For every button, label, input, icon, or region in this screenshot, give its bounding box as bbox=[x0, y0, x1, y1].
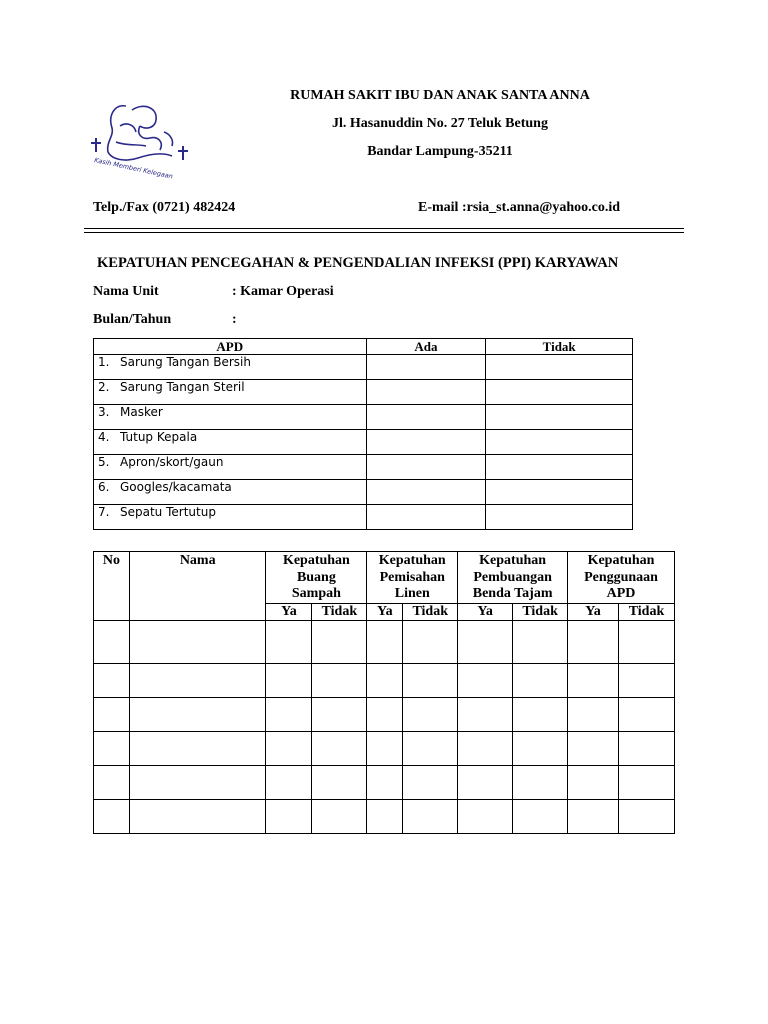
phone-fax: Telp./Fax (0721) 482424 bbox=[93, 200, 236, 215]
apd-item bbox=[94, 505, 367, 530]
no-cell[interactable] bbox=[94, 621, 130, 664]
apd-item-label: Apron/skort/gaun bbox=[120, 455, 224, 469]
group-header-line: Kepatuhan bbox=[282, 553, 350, 568]
no-col-header: No bbox=[94, 552, 130, 621]
no-cell[interactable] bbox=[94, 664, 130, 698]
group-header-line: Kepatuhan bbox=[378, 553, 446, 568]
tidak-cell[interactable] bbox=[312, 664, 367, 698]
ada-cell[interactable] bbox=[366, 380, 486, 405]
unit-label: Nama Unit bbox=[93, 284, 159, 299]
compliance-row bbox=[94, 800, 675, 834]
period-label: Bulan/Tahun bbox=[93, 312, 172, 327]
tidak-cell[interactable] bbox=[486, 405, 633, 430]
ya-header: Ya bbox=[367, 604, 403, 621]
apd-item bbox=[94, 455, 367, 480]
apd-item-number: 6. bbox=[98, 480, 110, 494]
group-header-line: Kepatuhan bbox=[479, 553, 547, 568]
tidak-cell[interactable] bbox=[618, 621, 674, 664]
hospital-logo bbox=[86, 96, 196, 180]
apd-item bbox=[94, 355, 367, 380]
tidak-cell[interactable] bbox=[403, 732, 458, 766]
apd-item bbox=[94, 405, 367, 430]
compliance-row bbox=[94, 766, 675, 800]
ya-cell[interactable] bbox=[266, 732, 312, 766]
ya-cell[interactable] bbox=[568, 621, 619, 664]
ya-cell[interactable] bbox=[458, 621, 513, 664]
apd-item-label: Sarung Tangan Bersih bbox=[120, 355, 251, 369]
apd-item-label: Masker bbox=[120, 405, 163, 419]
apd-table bbox=[93, 338, 633, 530]
ya-cell[interactable] bbox=[367, 766, 403, 800]
apd-item bbox=[94, 430, 367, 455]
group-header-line: APD bbox=[606, 586, 636, 601]
ya-cell[interactable] bbox=[367, 621, 403, 664]
group-header-line: Buang bbox=[296, 569, 336, 585]
group-header-line: Pembuangan bbox=[473, 569, 552, 585]
group-header-line: Linen bbox=[394, 586, 430, 601]
hospital-address: Jl. Hasanuddin No. 27 Teluk Betung bbox=[332, 116, 548, 131]
apd-item-label: Googles/kacamata bbox=[120, 480, 232, 494]
apd-col-header: APD bbox=[94, 339, 367, 355]
ada-cell[interactable] bbox=[366, 355, 486, 380]
tidak-cell[interactable] bbox=[618, 800, 674, 834]
apd-item-number: 3. bbox=[98, 405, 110, 419]
tidak-cell[interactable] bbox=[618, 732, 674, 766]
ya-cell[interactable] bbox=[266, 766, 312, 800]
email: E-mail :rsia_st.anna@yahoo.co.id bbox=[418, 200, 621, 215]
apd-item-number: 2. bbox=[98, 380, 110, 394]
group-header-pemisahan-linen bbox=[367, 552, 458, 604]
ya-cell[interactable] bbox=[568, 698, 619, 732]
tidak-cell[interactable] bbox=[312, 800, 367, 834]
tidak-cell[interactable] bbox=[486, 355, 633, 380]
tidak-header: Tidak bbox=[403, 604, 458, 621]
group-header-line: Kepatuhan bbox=[587, 553, 655, 568]
apd-row bbox=[94, 455, 633, 480]
logo-motto: Kasih Memberi Kelegaan bbox=[93, 156, 174, 180]
tidak-header: Tidak bbox=[312, 604, 367, 621]
unit-value: : Kamar Operasi bbox=[232, 284, 334, 299]
apd-row bbox=[94, 405, 633, 430]
group-header-buang-sampah bbox=[266, 552, 367, 604]
no-cell[interactable] bbox=[94, 800, 130, 834]
tidak-header: Tidak bbox=[513, 604, 568, 621]
tidak-cell[interactable] bbox=[403, 800, 458, 834]
apd-item-number: 7. bbox=[98, 505, 110, 519]
tidak-cell[interactable] bbox=[513, 766, 568, 800]
apd-item-label: Sepatu Tertutup bbox=[120, 505, 216, 519]
tidak-cell[interactable] bbox=[513, 698, 568, 732]
tidak-cell[interactable] bbox=[403, 698, 458, 732]
compliance-row bbox=[94, 698, 675, 732]
tidak-cell[interactable] bbox=[513, 664, 568, 698]
tidak-cell[interactable] bbox=[312, 698, 367, 732]
tidak-cell[interactable] bbox=[486, 430, 633, 455]
ya-cell[interactable] bbox=[568, 732, 619, 766]
tidak-cell[interactable] bbox=[486, 380, 633, 405]
tidak-cell[interactable] bbox=[312, 732, 367, 766]
nama-cell[interactable] bbox=[129, 732, 266, 766]
apd-item bbox=[94, 480, 367, 505]
tidak-cell[interactable] bbox=[513, 732, 568, 766]
no-cell[interactable] bbox=[94, 698, 130, 732]
ya-cell[interactable] bbox=[458, 800, 513, 834]
form-title: KEPATUHAN PENCEGAHAN & PENGENDALIAN INFEKSI (PPI) KARYAWAN bbox=[97, 255, 619, 271]
tidak-cell[interactable] bbox=[312, 621, 367, 664]
group-header-line: Penggunaan bbox=[584, 569, 658, 585]
group-header-penggunaan-apd bbox=[568, 552, 675, 604]
ya-cell[interactable] bbox=[458, 732, 513, 766]
compliance-table bbox=[93, 551, 675, 834]
ya-cell[interactable] bbox=[568, 664, 619, 698]
compliance-header-row bbox=[94, 552, 675, 604]
tidak-cell[interactable] bbox=[403, 766, 458, 800]
tidak-cell[interactable] bbox=[486, 505, 633, 530]
tidak-cell[interactable] bbox=[486, 480, 633, 505]
ya-cell[interactable] bbox=[266, 664, 312, 698]
ada-cell[interactable] bbox=[366, 405, 486, 430]
group-header-line: Sampah bbox=[291, 586, 341, 601]
header-divider-top bbox=[84, 228, 684, 229]
header-divider-bottom bbox=[84, 232, 684, 233]
apd-row bbox=[94, 380, 633, 405]
group-header-line: Benda Tajam bbox=[472, 586, 553, 601]
nama-cell[interactable] bbox=[129, 698, 266, 732]
ya-cell[interactable] bbox=[266, 698, 312, 732]
compliance-row bbox=[94, 621, 675, 664]
tidak-cell[interactable] bbox=[486, 455, 633, 480]
tidak-cell[interactable] bbox=[513, 800, 568, 834]
ada-col-header: Ada bbox=[366, 339, 486, 355]
ada-cell[interactable] bbox=[366, 430, 486, 455]
group-header-benda-tajam bbox=[458, 552, 568, 604]
nama-col-header: Nama bbox=[129, 552, 266, 621]
apd-row bbox=[94, 480, 633, 505]
apd-item-label: Tutup Kepala bbox=[120, 430, 198, 444]
tidak-cell[interactable] bbox=[618, 698, 674, 732]
tidak-cell[interactable] bbox=[312, 766, 367, 800]
tidak-header: Tidak bbox=[618, 604, 674, 621]
ya-cell[interactable] bbox=[367, 698, 403, 732]
apd-row bbox=[94, 355, 633, 380]
ya-cell[interactable] bbox=[458, 698, 513, 732]
ya-cell[interactable] bbox=[458, 664, 513, 698]
compliance-row bbox=[94, 664, 675, 698]
nama-cell[interactable] bbox=[129, 621, 266, 664]
ada-cell[interactable] bbox=[366, 505, 486, 530]
tidak-cell[interactable] bbox=[403, 664, 458, 698]
no-cell[interactable] bbox=[94, 766, 130, 800]
apd-header-row bbox=[94, 339, 633, 355]
apd-item-number: 5. bbox=[98, 455, 110, 469]
tidak-cell[interactable] bbox=[618, 766, 674, 800]
ya-cell[interactable] bbox=[367, 800, 403, 834]
tidak-cell[interactable] bbox=[403, 621, 458, 664]
group-header-line: Pemisahan bbox=[379, 569, 445, 585]
no-cell[interactable] bbox=[94, 732, 130, 766]
ya-cell[interactable] bbox=[367, 664, 403, 698]
apd-item-number: 1. bbox=[98, 355, 110, 369]
ya-header: Ya bbox=[458, 604, 513, 621]
nama-cell[interactable] bbox=[129, 766, 266, 800]
apd-item-number: 4. bbox=[98, 430, 110, 444]
ya-cell[interactable] bbox=[568, 766, 619, 800]
hospital-name: RUMAH SAKIT IBU DAN ANAK SANTA ANNA bbox=[290, 88, 590, 103]
nama-cell[interactable] bbox=[129, 664, 266, 698]
compliance-row bbox=[94, 732, 675, 766]
tidak-cell[interactable] bbox=[513, 621, 568, 664]
ya-cell[interactable] bbox=[266, 800, 312, 834]
apd-item-label: Sarung Tangan Steril bbox=[120, 380, 245, 394]
ya-cell[interactable] bbox=[266, 621, 312, 664]
apd-row bbox=[94, 505, 633, 530]
apd-item bbox=[94, 380, 367, 405]
ya-cell[interactable] bbox=[367, 732, 403, 766]
ya-header: Ya bbox=[266, 604, 312, 621]
tidak-cell[interactable] bbox=[618, 664, 674, 698]
nama-cell[interactable] bbox=[129, 800, 266, 834]
ya-cell[interactable] bbox=[458, 766, 513, 800]
hospital-city: Bandar Lampung-35211 bbox=[367, 144, 513, 159]
ada-cell[interactable] bbox=[366, 455, 486, 480]
period-value: : bbox=[232, 312, 237, 327]
ya-cell[interactable] bbox=[568, 800, 619, 834]
ada-cell[interactable] bbox=[366, 480, 486, 505]
apd-row bbox=[94, 430, 633, 455]
tidak-col-header: Tidak bbox=[486, 339, 633, 355]
ya-header: Ya bbox=[568, 604, 619, 621]
